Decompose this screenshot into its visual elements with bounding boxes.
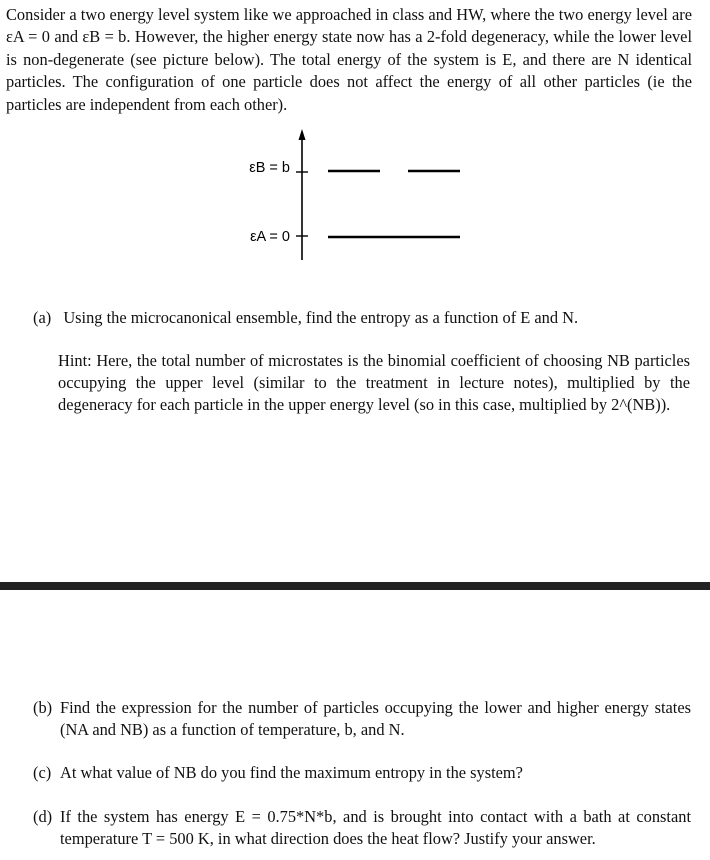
lower-level-label: εA = 0 bbox=[250, 229, 290, 245]
question-a bbox=[33, 307, 578, 329]
question-a-label: (a) bbox=[33, 308, 52, 327]
question-d-text: If the system has energy E = 0.75*N*b, and is brought into contact with a bath at constant temperature T = 500 K, in what direction does the heat flow? Justify your answer. bbox=[60, 807, 691, 848]
question-b bbox=[33, 697, 691, 741]
question-d-label: (d) bbox=[33, 807, 53, 826]
question-b-text: Find the expression for the number of particles occupying the lower and higher energy states (NA and NB) as a function of temperature, b, and N. bbox=[60, 698, 691, 739]
question-c-label: (c) bbox=[33, 763, 52, 782]
question-b-label: (b) bbox=[33, 698, 53, 717]
section-divider bbox=[0, 582, 710, 590]
intro-paragraph: Consider a two energy level system like we approached in class and HW, where the two energy level are εA = 0 and εB = b. However, the higher energy state now has a 2-fold degeneracy, while the lower level is non-degenerate (see picture below). The total energy of the system is E, and there are N identical particles. The configuration of one particle does not affect the energy of all other particles (ie the particles are independent from each other). bbox=[6, 5, 692, 114]
upper-level-label: εB = b bbox=[249, 160, 290, 176]
question-a-text: Using the microcanonical ensemble, find the entropy as a function of E and N. bbox=[63, 308, 579, 327]
question-d bbox=[33, 806, 691, 850]
hint-paragraph: Hint: Here, the total number of microstates is the binomial coefficient of choosing NB particles occupying the upper level (similar to the treatment in lecture notes), multiplied by the degeneracy for each particle in the upper energy level (so in this case, multiplied by 2^(NB)). bbox=[58, 351, 690, 414]
energy-level-diagram bbox=[0, 125, 710, 275]
energy-axis-arrow-icon bbox=[299, 129, 306, 140]
question-c-text: At what value of NB do you find the maximum entropy in the system? bbox=[60, 763, 523, 782]
question-c bbox=[33, 762, 691, 784]
